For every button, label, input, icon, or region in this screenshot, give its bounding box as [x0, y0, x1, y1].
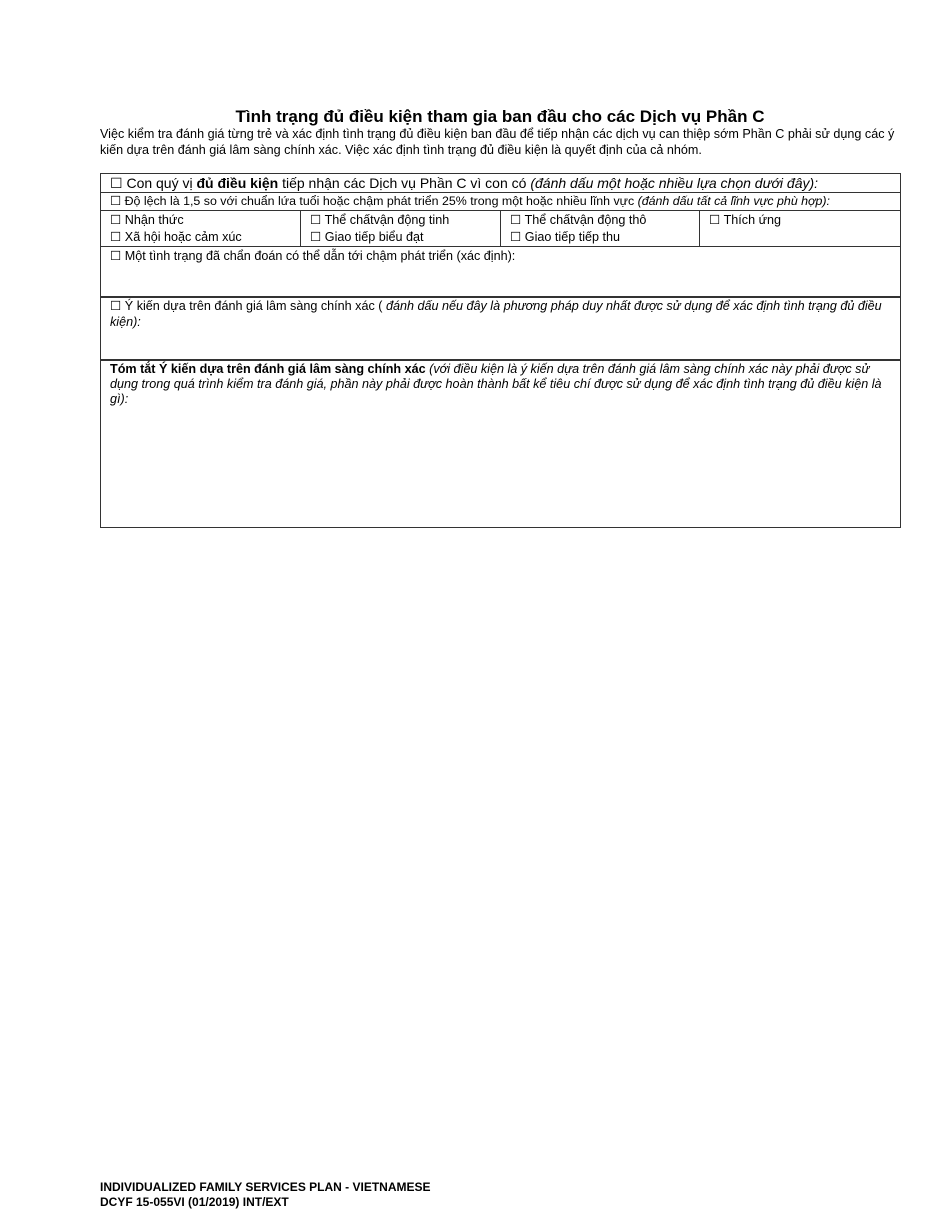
eligible-checkbox[interactable]: ☐ [110, 175, 123, 191]
domain-adaptive-checkbox[interactable]: ☐ [709, 213, 721, 227]
domain-fine-motor-label: Thể chấtvận động tinh [324, 213, 450, 227]
diagnosed-condition-label: Một tình trạng đã chẩn đoán có thể dẫn tới chậm phát triển (xác định): [124, 249, 516, 263]
clinical-opinion-instruction: đánh dấu nếu đây là phương pháp duy nhất được sử dụng để xác định tình trạng đủ điều kiện): [110, 299, 882, 329]
domain-receptive-communication-label: Giao tiếp tiếp thu [524, 230, 621, 244]
diagnosed-condition-row[interactable] [101, 247, 900, 298]
domain-column-3 [501, 211, 700, 246]
footer-form-name: INDIVIDUALIZED FAMILY SERVICES PLAN - VIETNAMESE [100, 1180, 431, 1194]
delay-row [101, 193, 900, 211]
eligible-label-prefix: Con quý vị [126, 175, 197, 191]
clinical-opinion-label: Ý kiến dựa trên đánh giá lâm sàng chính xác ( [124, 299, 386, 313]
footer-form-number: DCYF 15-055VI (01/2019) INT/EXT [100, 1195, 289, 1209]
summary-instruction: (với điều kiện là ý kiến dựa trên đánh giá lâm sàng chính xác này phải được sử dụng trong quá trình kiểm tra đánh giá, phần này phải được hoàn thành bất kể tiêu chí được sử dụng để xác định tình trạng đủ điều kiện là gì): [110, 362, 882, 406]
domain-adaptive[interactable] [709, 212, 900, 229]
domains-row [101, 211, 900, 247]
domain-column-2 [301, 211, 501, 246]
intro-paragraph: Việc kiểm tra đánh giá từng trẻ và xác định tình trạng đủ điều kiện ban đầu để tiếp nhận các dịch vụ can thiệp sớm Phần C phải sử dụng các ý kiến dựa trên đánh giá lâm sàng chính xác. Việc xác định tình trạng đủ điều kiện là quyết định của cả nhóm. [100, 127, 895, 157]
domain-expressive-communication[interactable] [310, 229, 500, 246]
domain-expressive-communication-label: Giao tiếp biểu đạt [324, 230, 424, 244]
eligible-label-instruction: (đánh dấu một hoặc nhiều lựa chọn dưới đây): [530, 175, 819, 191]
domain-column-1 [101, 211, 301, 246]
domain-fine-motor-checkbox[interactable]: ☐ [310, 213, 322, 227]
delay-instruction: (đánh dấu tất cả lĩnh vực phù hợp): [637, 194, 830, 208]
form-footer [100, 1180, 431, 1210]
domain-receptive-communication[interactable] [510, 229, 699, 246]
delay-checkbox[interactable]: ☐ [110, 194, 122, 208]
page-title: Tình trạng đủ điều kiện tham gia ban đầu cho các Dịch vụ Phần C [235, 107, 765, 126]
clinical-opinion-summary-field[interactable] [101, 361, 900, 527]
domain-adaptive-label: Thích ứng [723, 213, 782, 227]
clinical-opinion-checkbox[interactable]: ☐ [110, 299, 122, 313]
domain-cognitive[interactable] [110, 212, 300, 229]
domain-cognitive-label: Nhận thức [124, 213, 184, 227]
domain-gross-motor-label: Thể chấtvận động thô [524, 213, 647, 227]
eligible-label-bold: đủ điều kiện [196, 175, 279, 191]
domain-social-emotional-checkbox[interactable]: ☐ [110, 230, 122, 244]
domain-cognitive-checkbox[interactable]: ☐ [110, 213, 122, 227]
eligibility-form [100, 173, 901, 528]
domain-column-4 [700, 211, 900, 246]
domain-gross-motor-checkbox[interactable]: ☐ [510, 213, 522, 227]
summary-label: Tóm tắt Ý kiến dựa trên đánh giá lâm sàng chính xác [110, 362, 426, 376]
diagnosed-condition-checkbox[interactable]: ☐ [110, 249, 122, 263]
domain-fine-motor[interactable] [310, 212, 500, 229]
domain-expressive-communication-checkbox[interactable]: ☐ [310, 230, 322, 244]
eligible-row [101, 174, 900, 193]
domain-receptive-communication-checkbox[interactable]: ☐ [510, 230, 522, 244]
domain-social-emotional-label: Xã hội hoặc cảm xúc [124, 230, 242, 244]
clinical-opinion-row[interactable] [101, 298, 900, 361]
delay-label: Độ lệch là 1,5 so với chuẩn lứa tuổi hoặc chậm phát triển 25% trong một hoặc nhiều lĩnh vực [124, 194, 638, 208]
domain-social-emotional[interactable] [110, 229, 300, 246]
eligible-label-middle: tiếp nhận các Dịch vụ Phần C vì con có [278, 175, 531, 191]
domain-gross-motor[interactable] [510, 212, 699, 229]
